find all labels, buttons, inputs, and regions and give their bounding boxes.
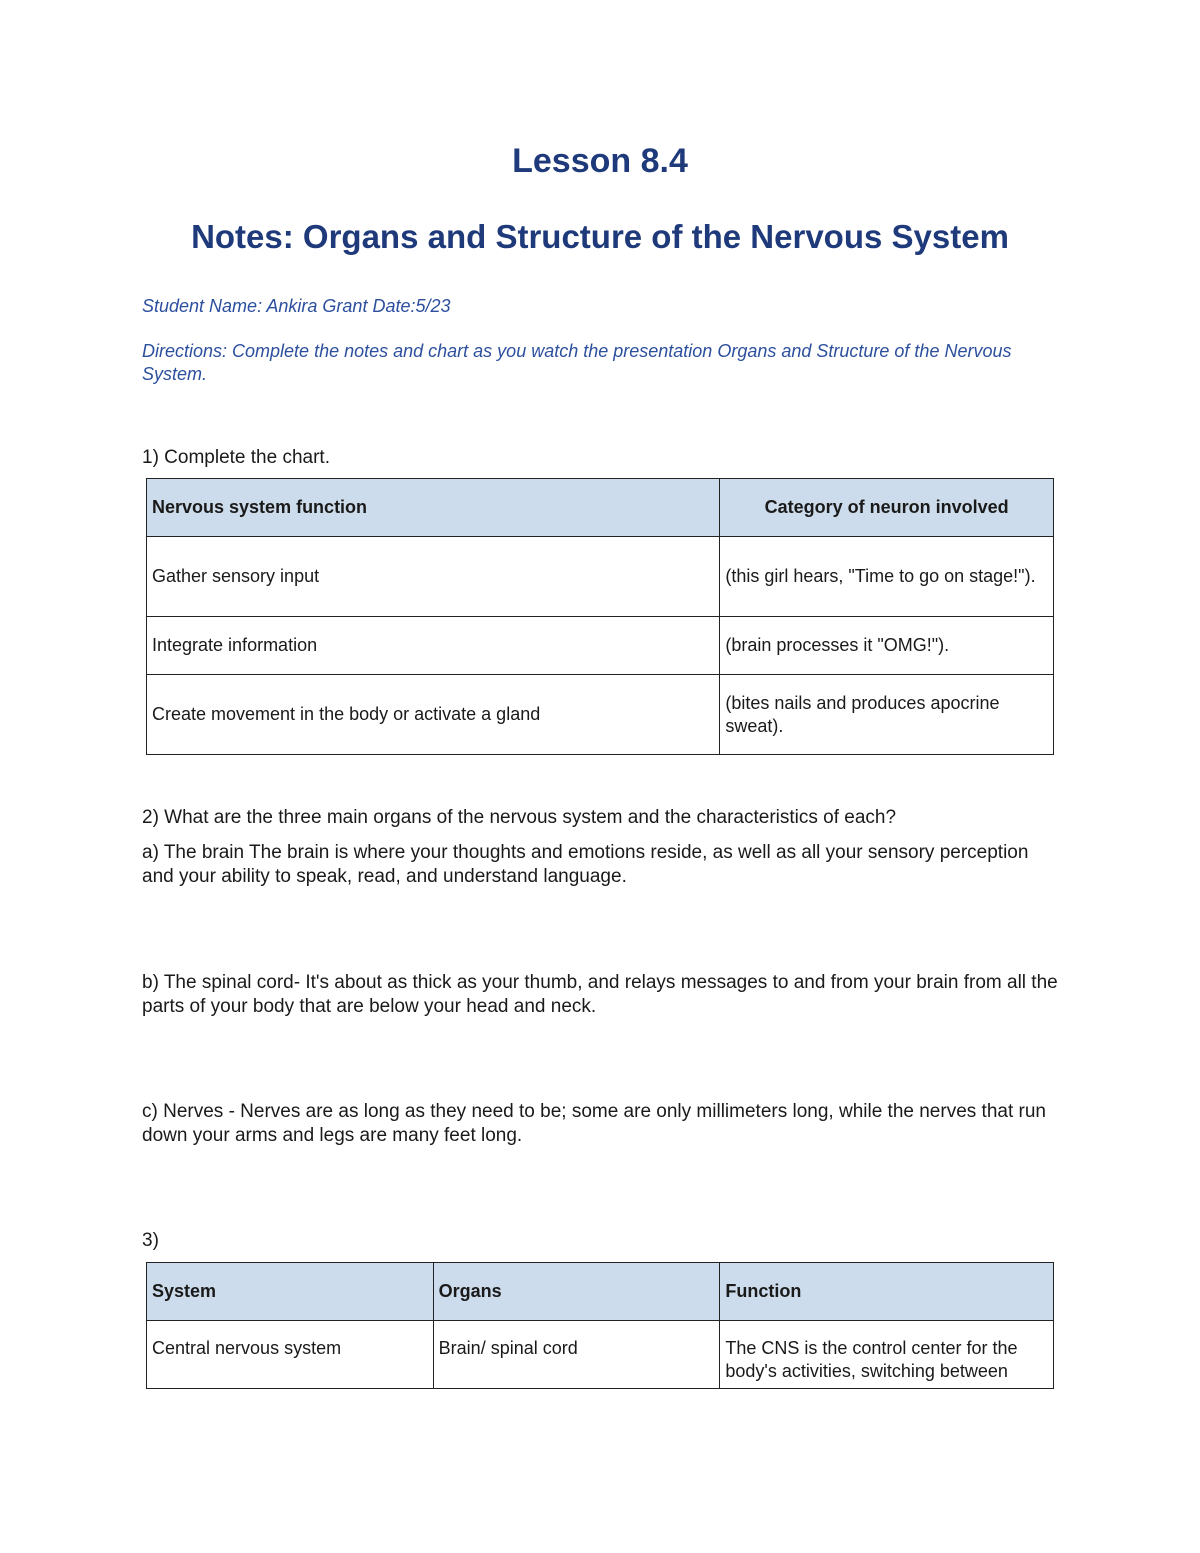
directions-text: Directions: Complete the notes and chart as you watch the presentation Organs and Structure of the Nervous System.: [142, 341, 1012, 384]
table-row: [147, 617, 1054, 675]
neuron-function-table: [146, 478, 1054, 755]
table-cell: (brain processes it "OMG!").: [720, 617, 1054, 675]
table-cell: Central nervous system: [147, 1321, 434, 1389]
table-cell: Create movement in the body or activate a gland: [147, 675, 720, 755]
answer-nerves: c) Nerves - Nerves are as long as they need to be; some are only millimeters long, while the nerves that run down your arms and legs are many feet long.: [142, 1101, 1046, 1146]
question-1-prompt: 1) Complete the chart.: [142, 447, 330, 468]
table-cell: The CNS is the control center for the body's activities, switching between: [720, 1321, 1054, 1389]
table-cell: (this girl hears, "Time to go on stage!").: [720, 537, 1054, 617]
table-row: [147, 1321, 1054, 1389]
table-header-cell: Nervous system function: [147, 479, 720, 537]
table-row: [147, 537, 1054, 617]
table-cell: Integrate information: [147, 617, 720, 675]
table-header-cell: Organs: [433, 1263, 720, 1321]
question-3-prompt: 3): [142, 1230, 159, 1251]
table-header-cell: Function: [720, 1263, 1054, 1321]
lesson-title: Lesson 8.4: [512, 142, 688, 180]
table-header-cell: Category of neuron involved: [720, 479, 1054, 537]
notes-title: Notes: Organs and Structure of the Nervous System: [191, 218, 1009, 255]
table-cell: Gather sensory input: [147, 537, 720, 617]
answer-spinal-cord: b) The spinal cord- It's about as thick as your thumb, and relays messages to and from your brain from all the parts of your body that are below your head and neck.: [142, 972, 1058, 1017]
table-header-row: [147, 479, 1054, 537]
table-row: [147, 675, 1054, 755]
table-header-row: [147, 1263, 1054, 1321]
table-cell: Brain/ spinal cord: [433, 1321, 720, 1389]
table-header-cell: System: [147, 1263, 434, 1321]
system-organs-table: [146, 1262, 1054, 1389]
student-line: Student Name: Ankira Grant Date:5/23: [142, 296, 451, 316]
answer-brain: a) The brain The brain is where your thoughts and emotions reside, as well as all your sensory perception and your ability to speak, read, and understand language.: [142, 842, 1029, 887]
question-2-prompt: 2) What are the three main organs of the nervous system and the characteristics of each?: [142, 807, 897, 828]
table-cell: (bites nails and produces apocrine sweat).: [720, 675, 1054, 755]
